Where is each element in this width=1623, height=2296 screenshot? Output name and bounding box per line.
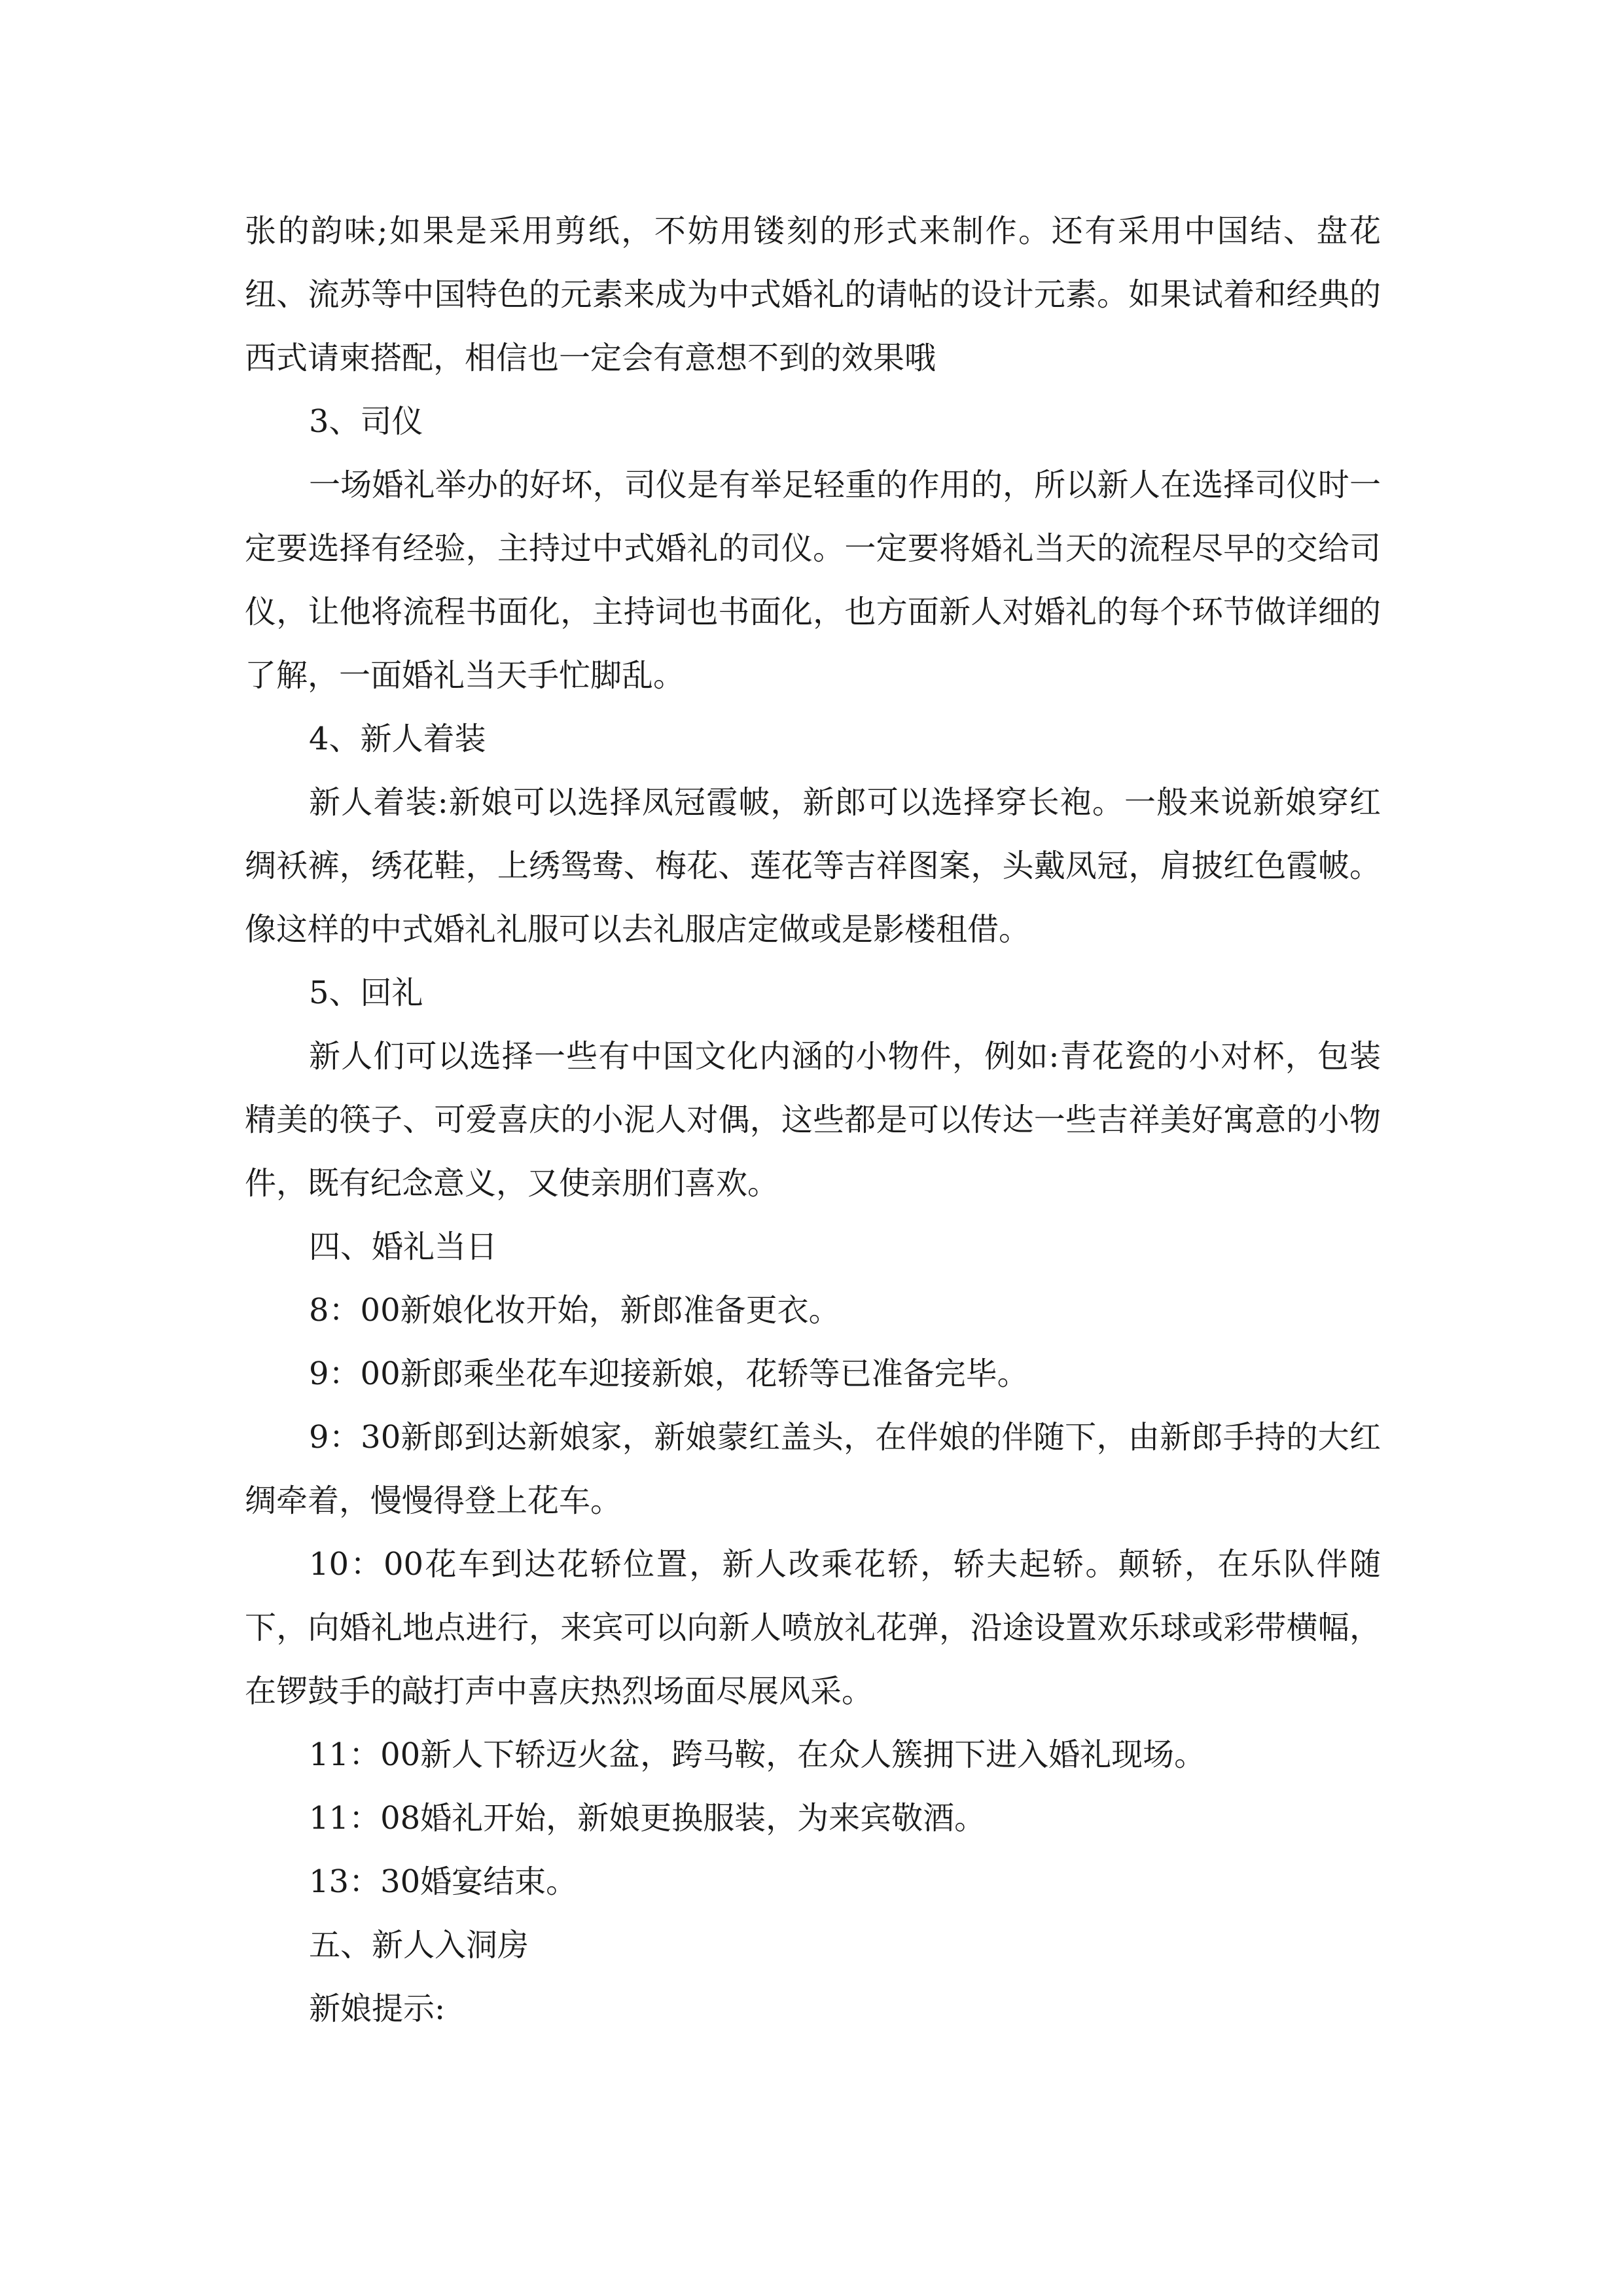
- bride-tips-label: 新娘提示:: [309, 1990, 446, 2027]
- schedule-item: 9：30新郎到达新娘家，新娘蒙红盖头，在伴娘的伴随下，由新郎手持的大红绸牵着，慢慢得登上花车。: [245, 1419, 1381, 1519]
- heading-wedding-day: 四、婚礼当日: [309, 1229, 498, 1265]
- paragraph-continuation: 张的韵味;如果是采用剪纸，不妨用镂刻的形式来制作。还有采用中国结、盘花纽、流苏等中国特色的元素来成为中式婚礼的请帖的设计元素。如果试着和经典的西式请柬搭配，相信也一定会有意想不到的效果哦: [245, 213, 1381, 376]
- schedule-item: 13：30婚宴结束。: [309, 1863, 578, 1900]
- heading-5-return-gifts: 5、回礼: [309, 975, 423, 1011]
- schedule-item: 10：00花车到达花轿位置，新人改乘花轿，轿夫起轿。颠轿，在乐队伴随下，向婚礼地点进行，来宾可以向新人喷放礼花弹，沿途设置欢乐球或彩带横幅，在锣鼓手的敲打声中喜庆热烈场面尽展风采。: [245, 1546, 1381, 1710]
- heading-bridal-chamber: 五、新人入洞房: [309, 1927, 529, 1964]
- schedule-item: 8：00新娘化妆开始，新郎准备更衣。: [309, 1292, 840, 1329]
- paragraph-officiant: 一场婚礼举办的好坏，司仪是有举足轻重的作用的，所以新人在选择司仪时一定要选择有经验，主持过中式婚礼的司仪。一定要将婚礼当天的流程尽早的交给司仪，让他将流程书面化，主持词也书面化，也方面新人对婚礼的每个环节做详细的了解，一面婚礼当天手忙脚乱。: [245, 467, 1381, 694]
- paragraph-return-gifts: 新人们可以选择一些有中国文化内涵的小物件，例如:青花瓷的小对杯，包装精美的筷子、可爱喜庆的小泥人对偶，这些都是可以传达一些吉祥美好寓意的小物件，既有纪念意义，又使亲朋们喜欢。: [245, 1038, 1381, 1202]
- paragraph-attire: 新人着装:新娘可以选择凤冠霞帔，新郎可以选择穿长袍。一般来说新娘穿红绸袄裤，绣花鞋，上绣鸳鸯、梅花、莲花等吉祥图案，头戴凤冠，肩披红色霞帔。像这样的中式婚礼礼服可以去礼服店定做或是影楼租借。: [245, 784, 1381, 948]
- document-body: [245, 200, 1381, 2041]
- heading-4-attire: 4、新人着装: [309, 721, 486, 757]
- heading-3-officiant: 3、司仪: [309, 403, 423, 440]
- schedule-item: 9：00新郎乘坐花车迎接新娘，花轿等已准备完毕。: [309, 1355, 1029, 1392]
- schedule-item: 11：00新人下轿迈火盆，跨马鞍，在众人簇拥下进入婚礼现场。: [309, 1736, 1206, 1773]
- schedule-item: 11：08婚礼开始，新娘更换服装，为来宾敬酒。: [309, 1800, 986, 1837]
